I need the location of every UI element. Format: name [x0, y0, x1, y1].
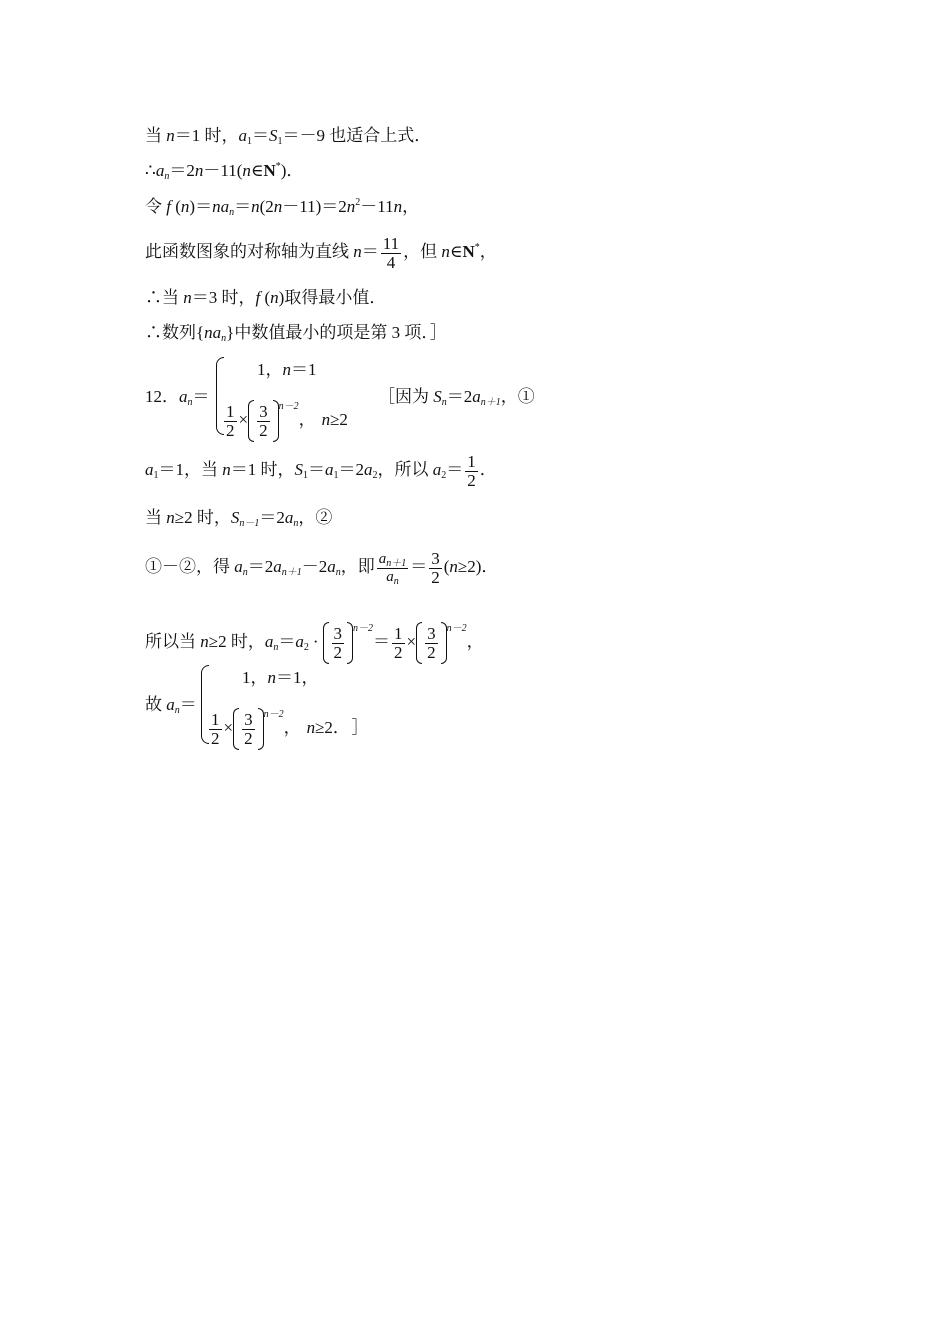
fraction-11-over-4	[381, 235, 401, 272]
text-run: ∴数列{	[145, 323, 205, 342]
var-n: n	[449, 557, 458, 576]
subscript: n	[293, 518, 299, 529]
text-run: －2	[301, 557, 328, 576]
text-run: －11	[360, 197, 394, 216]
subscript: n	[187, 397, 193, 408]
var-S: S	[230, 508, 240, 527]
subscript: 2	[303, 642, 309, 653]
var-S: S	[294, 460, 303, 479]
subscript: n＋1	[281, 567, 302, 578]
closing-bracket: ］	[351, 718, 369, 737]
var-n: n	[166, 508, 175, 527]
times-symbol: ×	[406, 632, 417, 651]
fraction-three-halves	[425, 625, 438, 662]
subscript: n－1	[239, 518, 260, 529]
text-line-2	[145, 160, 303, 182]
var-n: n	[321, 410, 331, 429]
text-run: ∈	[449, 242, 463, 261]
denominator: 2	[431, 567, 440, 587]
text-run: (	[443, 557, 450, 576]
set-N: N	[263, 161, 276, 180]
denominator: 2	[259, 420, 268, 440]
text-run: ，	[479, 242, 497, 261]
var-a: a	[325, 460, 334, 479]
left-paren	[323, 622, 329, 664]
var-n: n	[200, 632, 209, 651]
fraction-three-halves	[429, 550, 442, 587]
exponent: n－2	[446, 623, 467, 634]
var-a: a	[234, 557, 243, 576]
text-run: ＝	[446, 460, 464, 479]
text-run: ＝2	[169, 161, 195, 180]
text-run: ＝	[179, 695, 197, 714]
case-1	[257, 359, 317, 381]
problem-12-lhs	[145, 386, 210, 408]
text-run: ，即	[340, 557, 375, 576]
var-na: na	[204, 323, 222, 342]
text-run: ＝1	[291, 360, 317, 379]
text-run: ∴当	[145, 288, 184, 307]
subscript: 1	[247, 136, 252, 147]
numerator: 3	[259, 401, 268, 421]
var-n: n	[306, 718, 316, 737]
paren-group	[323, 622, 354, 664]
denominator: 2	[333, 642, 343, 662]
subscript: 1	[333, 470, 339, 481]
var-a: a	[145, 460, 154, 479]
subscript: 1	[277, 136, 283, 147]
var-na: na	[212, 197, 230, 216]
fraction-three-halves	[242, 711, 255, 748]
text-run: －11)＝2	[282, 197, 347, 216]
text-run: ≥2．	[315, 718, 342, 737]
var-S: S	[269, 126, 278, 145]
text-run: ＝－9 也适合上式．	[282, 126, 432, 145]
text-run: ≥2 时，	[174, 508, 231, 527]
text-run: ，①	[500, 387, 535, 406]
numerator: 3	[431, 548, 440, 568]
paren-group	[248, 400, 279, 442]
text-run: ≥2	[330, 410, 348, 429]
fraction-three-halves	[332, 625, 345, 662]
subscript: n	[174, 705, 180, 716]
text-run: ＝	[308, 460, 325, 479]
var-n: n	[166, 126, 175, 145]
numerator: 3	[427, 623, 436, 643]
denominator: 2	[427, 642, 436, 662]
text-run: ．	[479, 460, 497, 479]
var-n: n	[251, 197, 260, 216]
var-a: a	[295, 632, 304, 651]
subscript: n	[273, 642, 279, 653]
text-run: (	[170, 197, 181, 216]
var-n: n	[270, 288, 279, 307]
numerator: 3	[244, 709, 253, 729]
text-run: ，	[466, 632, 484, 651]
var-n: n	[242, 161, 251, 180]
numerator: 11	[382, 233, 400, 253]
var-a: a	[386, 568, 394, 585]
text-run: ，	[298, 410, 316, 429]
case-1	[242, 667, 319, 689]
text-line-9	[145, 544, 498, 590]
dot-operator: ·	[312, 632, 319, 651]
text-run: ，	[283, 718, 301, 737]
var-f: f	[255, 288, 261, 307]
text-run: ＝1，	[276, 668, 319, 687]
text-line-4	[145, 230, 497, 274]
text-line-10	[145, 605, 484, 666]
text-run: 令	[145, 197, 167, 216]
denominator: 2	[467, 470, 476, 490]
text-run: )＝	[189, 197, 213, 216]
subscript: 1	[153, 470, 159, 481]
problem-number: 12．	[145, 387, 179, 406]
fraction-half	[224, 403, 237, 440]
var-f: f	[166, 197, 171, 216]
subscript: 2	[372, 470, 378, 481]
text-run: ，	[402, 197, 420, 216]
numerator: 1	[467, 451, 476, 471]
text-run: ，②	[298, 508, 333, 527]
text-run: ，但	[403, 242, 442, 261]
text-line-3	[145, 196, 419, 218]
text-run: 1	[257, 360, 266, 379]
var-n: n	[194, 161, 204, 180]
text-run: ＝	[361, 242, 379, 261]
text-run: －11(	[203, 161, 243, 180]
text-line-5	[145, 287, 386, 309]
var-n: n	[441, 242, 450, 261]
text-run: ，所以	[377, 460, 433, 479]
subscript: n	[335, 567, 341, 578]
text-run: 1	[242, 668, 251, 687]
fraction-half	[465, 453, 478, 490]
subscript: n	[441, 397, 447, 408]
subscript: 1	[303, 470, 308, 481]
text-line-7	[145, 448, 497, 492]
final-lhs	[145, 694, 197, 716]
text-run: (	[260, 288, 271, 307]
case-2	[207, 692, 368, 751]
text-line-6	[145, 322, 447, 344]
text-run: ＝3 时，	[191, 288, 256, 307]
var-a: a	[179, 387, 188, 406]
text-run: ①－②，得	[145, 557, 235, 576]
subscript: n	[242, 567, 248, 578]
fraction-ratio	[377, 551, 409, 586]
numerator: 1	[394, 623, 403, 643]
var-n: n	[346, 197, 356, 216]
times-symbol: ×	[223, 718, 234, 737]
text-run: 此函数图象的对称轴为直线	[145, 242, 354, 261]
var-a: a	[284, 508, 294, 527]
text-run: ＝	[278, 632, 296, 651]
text-run: ＝1 时，	[174, 126, 239, 145]
var-a: a	[166, 695, 175, 714]
var-n: n	[180, 197, 190, 216]
numerator	[377, 551, 409, 569]
superscript: 2	[355, 197, 361, 208]
fraction-half	[209, 711, 222, 748]
var-a: a	[378, 550, 387, 567]
superscript: *	[275, 161, 281, 172]
exponent: n－2	[353, 623, 374, 634]
var-a: a	[472, 387, 481, 406]
denominator: 2	[226, 420, 235, 440]
var-a: a	[364, 460, 373, 479]
therefore-symbol: ∴	[145, 161, 156, 180]
var-a: a	[432, 460, 442, 479]
fraction-half	[392, 625, 405, 662]
text-run: )取得最小值．	[278, 288, 387, 307]
text-run: ＝2	[247, 557, 274, 576]
text-run: )．	[280, 161, 304, 180]
var-n: n	[282, 360, 291, 379]
left-paren	[248, 400, 254, 442]
exponent: n－2	[263, 709, 284, 720]
text-run: ，	[265, 360, 283, 379]
text-run: 所以当	[145, 632, 201, 651]
var-a: a	[327, 557, 336, 576]
case-2	[222, 384, 348, 443]
text-line-8	[145, 507, 332, 529]
text-run: ＝1，当	[158, 460, 223, 479]
subscript: n	[393, 575, 399, 587]
var-a: a	[264, 632, 274, 651]
subscript: n＋1	[386, 557, 407, 569]
text-run: ≥2)．	[457, 557, 499, 576]
var-a: a	[155, 161, 165, 180]
fraction-three-halves	[257, 403, 270, 440]
denominator: 2	[211, 728, 220, 748]
text-run: ＝	[410, 557, 428, 576]
text-run: 当	[145, 508, 167, 527]
text-run: ≥2 时，	[208, 632, 265, 651]
text-run: 当	[145, 126, 167, 145]
text-run: (2	[259, 197, 274, 216]
paren-group	[416, 622, 447, 664]
subscript: n	[221, 333, 227, 344]
var-n: n	[183, 288, 192, 307]
subscript: n	[164, 171, 170, 182]
denominator	[384, 569, 401, 586]
text-run: ＝2	[446, 387, 473, 406]
denominator: 4	[386, 252, 396, 272]
times-symbol: ×	[238, 410, 249, 429]
reason-text	[378, 386, 535, 408]
numerator: 3	[333, 623, 343, 643]
exponent: n－2	[278, 401, 299, 412]
set-N: N	[462, 242, 475, 261]
var-S: S	[433, 387, 442, 406]
var-a: a	[238, 126, 247, 145]
text-run: ∈	[250, 161, 264, 180]
text-run: }中数值最小的项是第 3 项．］	[226, 323, 447, 342]
text-run: ＝	[192, 387, 210, 406]
text-run: ＝1 时，	[230, 460, 295, 479]
var-a: a	[273, 557, 282, 576]
left-paren	[416, 622, 422, 664]
numerator: 1	[211, 709, 220, 729]
paren-group	[233, 708, 264, 750]
subscript: n＋1	[480, 397, 501, 408]
text-run: ＝	[252, 126, 269, 145]
text-run: ［因为	[378, 387, 434, 406]
var-n: n	[393, 197, 403, 216]
text-run: ，	[250, 668, 268, 687]
var-n: n	[267, 668, 276, 687]
var-n: n	[273, 197, 283, 216]
left-paren	[233, 708, 239, 750]
text-run: 故	[145, 695, 167, 714]
denominator: 2	[244, 728, 253, 748]
var-n: n	[353, 242, 362, 261]
text-line-1	[145, 125, 431, 147]
numerator: 1	[226, 401, 235, 421]
text-run: ＝2	[259, 508, 285, 527]
denominator: 2	[394, 642, 403, 662]
subscript: n	[229, 207, 235, 218]
var-n: n	[222, 460, 231, 479]
text-run: ＝2	[338, 460, 364, 479]
text-run: ＝	[373, 632, 391, 651]
text-run: ＝	[234, 197, 252, 216]
subscript: 2	[441, 470, 447, 481]
superscript: *	[474, 242, 480, 253]
